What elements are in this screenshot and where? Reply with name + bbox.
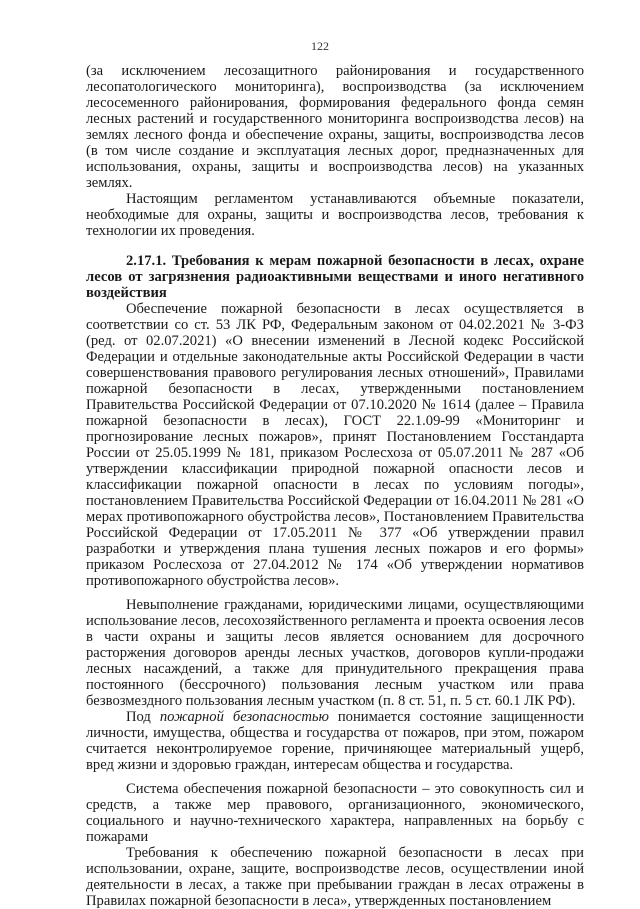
- definition-prefix: Под: [126, 709, 160, 725]
- paragraph-fire-safety-basis: Обеспечение пожарной безопасности в лесах осуществляется в соответствии со ст. 53 ЛК РФ, Федеральным законом от 04.02.2021 № 3-ФЗ (ред. от 02.07.2021) «О внесении изменений в Лесной кодекс Российской Федерации и отдельные законодательные акты Российской Федерации в части совершенствования правового регулирования лесных отношений», Правилами пожарной безопасности в лесах, утвержденными постановлением Правительства Российской Федерации от 07.10.2020 № 1614 (далее – Правила пожарной безопасности в лесах), ГОСТ 22.1.09-99 «Мониторинг и прогнозирование лесных пожаров», принят Постановлением Госстандарта России от 25.05.1999 № 181, приказом Рослесхоза от 05.07.2011 № 287 «Об утверждении классификации природной пожарной опасности лесов и классификации пожарной опасности в лесах по условиям погоды», постановлением Правительства Российской Федерации от 16.04.2011 № 281 «О мерах противопожарного обустройства лесов», Постановлением Правительства Российской Федерации от 17.05.2011 № 377 «Об утверждении правил разработки и утверждения плана тушения лесных пожаров и его формы» приказом Рослесхоза от 27.04.2012 № 174 «Об утверждении нормативов противопожарного обустройства лесов».: [86, 301, 584, 589]
- paragraph-requirements: Требования к обеспечению пожарной безопасности в лесах при использовании, охране, защите, воспроизводстве лесов, осуществлении иной деятельности в лесах, а также при пребывании граждан в лесах отражены в Правилах пожарной безопасности в леса», утвержденных постановлением: [86, 845, 584, 909]
- paragraph-definition: [86, 709, 584, 773]
- definition-text: понимается состояние защищенности личности, имущества, общества и государства от пожаров, при этом, пожаром считается неконтролируемое горение, причиняющее материальный ущерб, вред жизни и здоровью граждан, интересам общества и государства.: [86, 709, 584, 773]
- section-heading: 2.17.1. Требования к мерам пожарной безопасности в лесах, охране лесов от загрязнения радиоактивными веществами и иного негативного воздействия: [86, 253, 584, 301]
- paragraph-system: Система обеспечения пожарной безопасности – это совокупность сил и средств, а также мер правового, организационного, экономического, социального и научно-технического характера, направленных на борьбу с пожарами: [86, 781, 584, 845]
- definition-term: пожарной безопасностью: [159, 709, 329, 725]
- paragraph-regulation: Настоящим регламентом устанавливаются объемные показатели, необходимые для охраны, защиты и воспроизводства лесов, требования к технологии их проведения.: [86, 191, 584, 239]
- page-body: [86, 63, 584, 909]
- paragraph-intro: (за исключением лесозащитного районирования и государственного лесопатологического мониторинга), воспроизводства (за исключением лесосеменного районирования, формирования федерального фонда семян лесных растений и государственного мониторинга воспроизводства лесов) на землях лесного фонда и обеспечение охраны, защиты, воспроизводства лесов (в том числе создание и эксплуатация лесных дорог, предназначенных для использования, охраны, защиты и воспроизводства лесов) на указанных землях.: [86, 63, 584, 191]
- paragraph-violations: Невыполнение гражданами, юридическими лицами, осуществляющими использование лесов, лесохозяйственного регламента и проекта освоения лесов в части охраны и защиты лесов является основанием для досрочного расторжения договоров аренды лесных участков, договоров купли-продажи лесных насаждений, а также для принудительного прекращения права постоянного (бессрочного) пользования лесным участком или права безвозмездного пользования лесным участком (п. 8 ст. 51, п. 5 ст. 60.1 ЛК РФ).: [86, 597, 584, 709]
- page-number: 122: [311, 39, 329, 53]
